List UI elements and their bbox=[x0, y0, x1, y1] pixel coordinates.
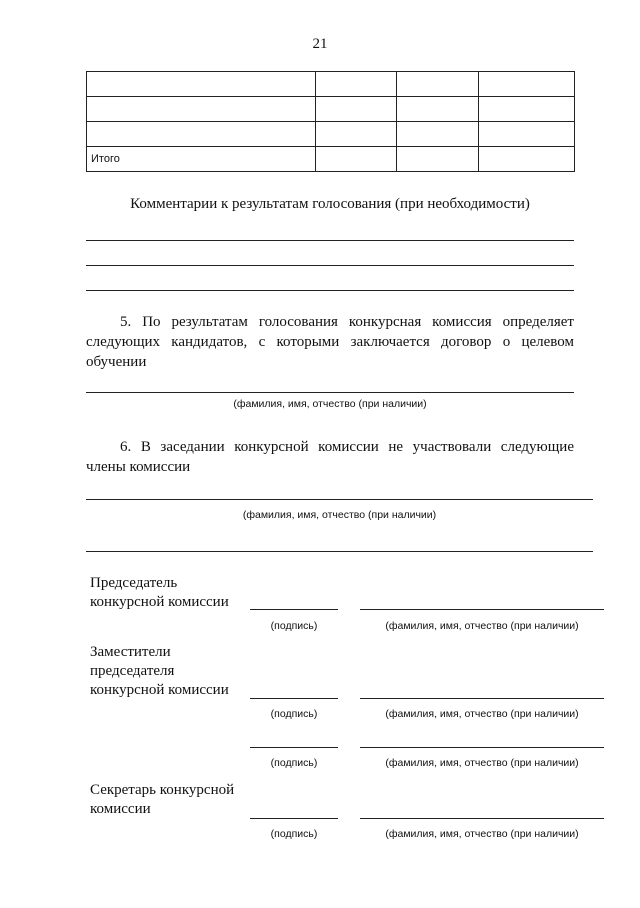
table-cell bbox=[316, 97, 397, 122]
signature-caption: (подпись) bbox=[270, 620, 318, 632]
name-caption: (фамилия, имя, отчество (при наличии) bbox=[385, 708, 579, 720]
secretary-signature-line[interactable] bbox=[250, 818, 338, 819]
voting-results-table bbox=[86, 71, 575, 172]
section-5-text: 5. По результатам голосования конкурсная комиссия определяет следующих кандидатов, с которыми заключается договор о целевом обучении bbox=[86, 314, 574, 370]
deputy-signature-line[interactable] bbox=[250, 698, 338, 699]
comment-line[interactable] bbox=[86, 290, 574, 291]
secretary-label: Секретарь конкурсной комиссии bbox=[90, 782, 235, 817]
table-cell bbox=[397, 97, 479, 122]
deputies-label: Заместители председателя конкурсной комиссии bbox=[90, 644, 229, 698]
secretary-name-line[interactable] bbox=[360, 818, 604, 819]
table-cell bbox=[397, 122, 479, 147]
table-cell bbox=[479, 72, 575, 97]
comments-heading: Комментарии к результатам голосования (при необходимости) bbox=[130, 196, 530, 212]
section-6-text: 6. В заседании конкурсной комиссии не участвовали следующие члены комиссии bbox=[86, 439, 574, 475]
deputy-signature-line-2[interactable] bbox=[250, 747, 338, 748]
chairman-signature-line[interactable] bbox=[250, 609, 338, 610]
deputy-name-line-2[interactable] bbox=[360, 747, 604, 748]
signature-caption: (подпись) bbox=[270, 757, 318, 769]
candidates-caption: (фамилия, имя, отчество (при наличии) bbox=[233, 398, 427, 410]
table-cell bbox=[479, 147, 575, 172]
signature-caption: (подпись) bbox=[270, 708, 318, 720]
signature-caption: (подпись) bbox=[270, 828, 318, 840]
table-cell bbox=[87, 122, 316, 147]
name-caption: (фамилия, имя, отчество (при наличии) bbox=[385, 757, 579, 769]
table-cell bbox=[316, 147, 397, 172]
absent-members-line[interactable] bbox=[86, 499, 593, 500]
chairman-name-line[interactable] bbox=[360, 609, 604, 610]
candidates-line[interactable] bbox=[86, 392, 574, 393]
table-cell bbox=[316, 122, 397, 147]
table-row bbox=[87, 122, 575, 147]
table-cell bbox=[479, 122, 575, 147]
table-cell bbox=[479, 97, 575, 122]
total-label: Итого bbox=[87, 147, 316, 172]
name-caption: (фамилия, имя, отчество (при наличии) bbox=[385, 828, 579, 840]
table-row bbox=[87, 97, 575, 122]
table-cell bbox=[397, 147, 479, 172]
table-cell bbox=[316, 72, 397, 97]
absent-members-line-2[interactable] bbox=[86, 551, 593, 552]
table-cell bbox=[87, 72, 316, 97]
table-cell bbox=[87, 97, 316, 122]
table-row bbox=[87, 72, 575, 97]
name-caption: (фамилия, имя, отчество (при наличии) bbox=[385, 620, 579, 632]
deputy-name-line[interactable] bbox=[360, 698, 604, 699]
comment-line[interactable] bbox=[86, 265, 574, 266]
table-cell bbox=[397, 72, 479, 97]
comment-line[interactable] bbox=[86, 240, 574, 241]
page-number: 21 bbox=[312, 36, 328, 52]
chairman-label: Председатель конкурсной комиссии bbox=[90, 575, 229, 610]
absent-members-caption: (фамилия, имя, отчество (при наличии) bbox=[242, 509, 437, 521]
table-total-row bbox=[87, 147, 575, 172]
